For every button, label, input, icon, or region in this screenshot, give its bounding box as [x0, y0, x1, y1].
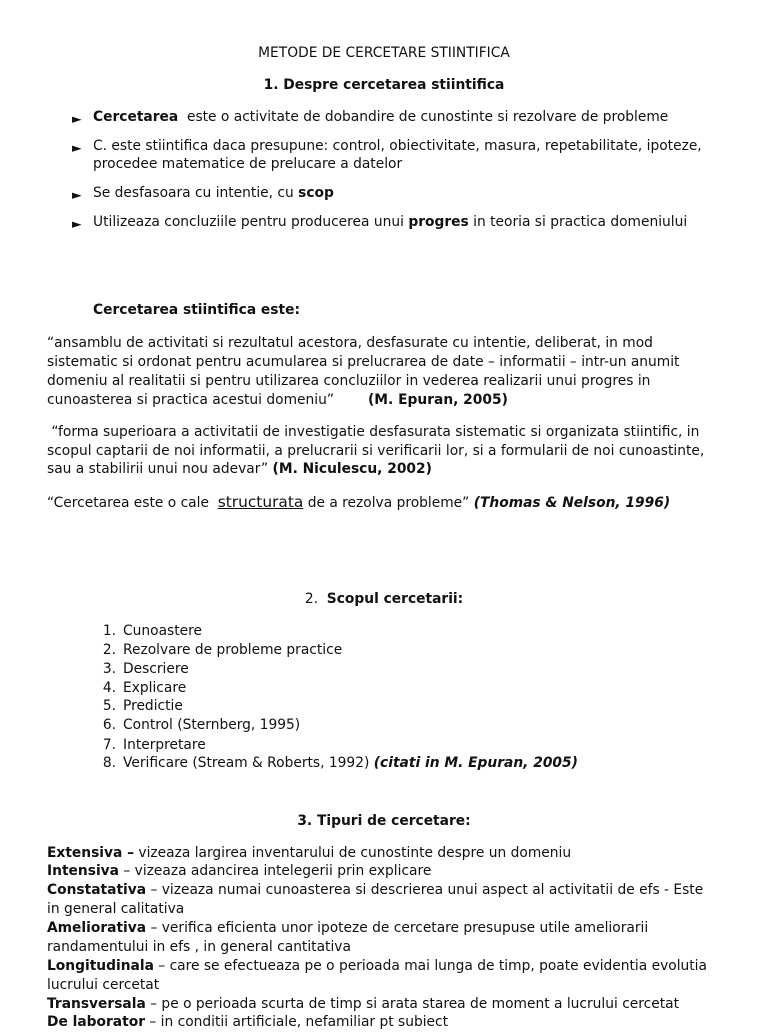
purpose-text: Rezolvare de probleme practice	[123, 642, 343, 658]
bullet-4-text-after: in teoria si practica domeniului	[468, 214, 688, 230]
bullet-item-2-line-1: C. este stiintifica daca presupune: control, obiectivitate, masura, repetabilitate, ipoteze,	[93, 138, 702, 154]
purpose-citation: (citati in M. Epuran, 2005)	[373, 755, 578, 771]
purpose-text: Verificare (Stream & Roberts, 1992)	[123, 755, 374, 771]
bullet-3-bold: scop	[298, 185, 334, 201]
quote-2-source: (M. Niculescu, 2002)	[272, 461, 432, 477]
quote-2-line-3-text: sau a stabilirii unui nou adevar”	[47, 461, 269, 477]
purpose-list-item-3	[94, 660, 189, 679]
bullet-4-bold: progres	[408, 214, 469, 230]
quote-1-line-2: sistematic si ordonat pentru acumularea si prelucrarea de date – informatii – intr-un anumit	[47, 354, 680, 370]
purpose-list-item-1	[94, 622, 202, 641]
purpose-number: 6.	[102, 717, 116, 733]
purpose-list-item-2	[94, 641, 342, 660]
type-desc: – pe o perioada scurta de timp si arata starea de moment a lucrului cercetat	[145, 996, 680, 1012]
purpose-number: 5.	[102, 698, 116, 714]
type-longitudinala	[47, 957, 707, 976]
purpose-list-item-4	[94, 679, 186, 698]
purpose-text: Interpretare	[123, 737, 206, 753]
quote-3-text-before: “Cercetarea este o cale	[47, 495, 218, 511]
purpose-number: 3.	[102, 661, 116, 677]
purpose-text: Predictie	[123, 698, 183, 714]
type-term: Ameliorativa	[47, 920, 147, 936]
purpose-list-item-7	[94, 736, 206, 755]
purpose-list-item-5	[94, 697, 183, 716]
quote-3-emphasis: structurata	[217, 493, 304, 511]
type-term: Constatativa	[47, 882, 147, 898]
purpose-text: Explicare	[123, 680, 187, 696]
type-desc: – in conditii artificiale, nefamiliar pt subiect	[145, 1014, 449, 1030]
quote-3-source: (Thomas & Nelson, 1996)	[473, 495, 671, 511]
bullet-item-4	[93, 213, 687, 232]
type-desc: – vizeaza numai cunoasterea si descrierea unui aspect al activitatii de efs - Este	[146, 882, 704, 898]
purpose-text: Control (Sternberg, 1995)	[123, 717, 301, 733]
purpose-number: 2.	[102, 642, 116, 658]
bullet-marker-icon: ►	[72, 140, 82, 155]
section-2-heading-text: Scopul cercetarii:	[326, 591, 464, 607]
type-longitudinala-cont: lucrului cercetat	[47, 977, 160, 993]
type-desc: – vizeaza adancirea intelegerii prin explicare	[118, 863, 432, 879]
bullet-marker-icon: ►	[72, 111, 82, 126]
quote-2-line-1: “forma superioara a activitatii de investigatie desfasurata sistematic si organizata stiintific, in	[47, 424, 700, 440]
bullet-3-text: Se desfasoara cu intentie, cu	[93, 185, 299, 201]
bullet-4-text-before: Utilizeaza concluziile pentru producerea unui	[93, 214, 409, 230]
bullet-item-1	[93, 108, 668, 127]
section-3-heading	[0, 812, 768, 831]
quote-3-text-after: de a rezolva probleme”	[303, 495, 474, 511]
type-ameliorativa-cont: randamentului in efs , in general cantitativa	[47, 939, 351, 955]
type-intensiva	[47, 862, 431, 881]
section-2-heading	[0, 590, 768, 609]
type-desc: – care se efectueaza pe o perioada mai lunga de timp, poate evidentia evolutia	[153, 958, 707, 974]
type-term: Transversala	[47, 996, 146, 1012]
definition-heading	[93, 301, 300, 320]
bullet-1-bold: Cercetarea	[93, 109, 179, 125]
bullet-marker-icon: ►	[72, 216, 82, 231]
purpose-number: 4.	[102, 680, 116, 696]
quote-1-line-4-text: cunoasterea si practica acestui domeniu”	[47, 392, 334, 408]
type-extensiva	[47, 844, 571, 863]
purpose-number: 7.	[102, 737, 116, 753]
definition-heading-text: Cercetarea stiintifica este:	[93, 302, 300, 318]
section-2-number: 2.	[304, 591, 318, 607]
quote-1-line-3: domeniu al realitatii si pentru utilizarea concluziilor in vederea realizarii unui progres in	[47, 373, 651, 389]
purpose-number: 1.	[102, 623, 116, 639]
bullet-item-2-line-2: procedee matematice de prelucare a datelor	[93, 156, 403, 172]
type-term: De laborator	[47, 1014, 145, 1030]
section-1-heading	[0, 76, 768, 95]
type-term: Extensiva –	[47, 845, 135, 861]
purpose-list-item-6	[94, 716, 300, 735]
type-term: Intensiva	[47, 863, 119, 879]
bullet-item-3	[93, 184, 334, 203]
type-term: Longitudinala	[47, 958, 154, 974]
document-title: METODE DE CERCETARE STIINTIFICA	[258, 45, 510, 61]
type-constatativa-cont: in general calitativa	[47, 901, 185, 917]
bullet-marker-icon: ►	[72, 187, 82, 202]
purpose-list-item-8	[94, 754, 578, 773]
quote-3	[47, 493, 670, 513]
type-constatativa	[47, 881, 703, 900]
bullet-1-text: este o activitate de dobandire de cunostinte si rezolvare de probleme	[178, 109, 669, 125]
type-laborator	[47, 1013, 448, 1032]
quote-2-line-2: scopul captarii de noi informatii, a prelucrarii si verificarii lor, si a formularii de noi cunoastinte,	[47, 443, 705, 459]
type-ameliorativa	[47, 919, 648, 938]
quote-1-line-1: “ansamblu de activitati si rezultatul acestora, desfasurate cu intentie, deliberat, in mod	[47, 335, 653, 351]
type-desc: vizeaza largirea inventarului de cunostinte despre un domeniu	[134, 845, 572, 861]
section-1-heading-text: 1. Despre cercetarea stiintifica	[263, 77, 505, 93]
purpose-text: Cunoastere	[123, 623, 202, 639]
purpose-text: Descriere	[123, 661, 189, 677]
quote-1-line-4	[47, 391, 508, 410]
section-3-heading-text: 3. Tipuri de cercetare:	[297, 813, 471, 829]
type-transversala	[47, 995, 679, 1014]
quote-2-line-3	[47, 460, 432, 479]
purpose-number: 8.	[102, 755, 116, 771]
quote-1-source: (M. Epuran, 2005)	[368, 392, 508, 408]
type-desc: – verifica eficienta unor ipoteze de cercetare presupuse utile ameliorarii	[146, 920, 649, 936]
